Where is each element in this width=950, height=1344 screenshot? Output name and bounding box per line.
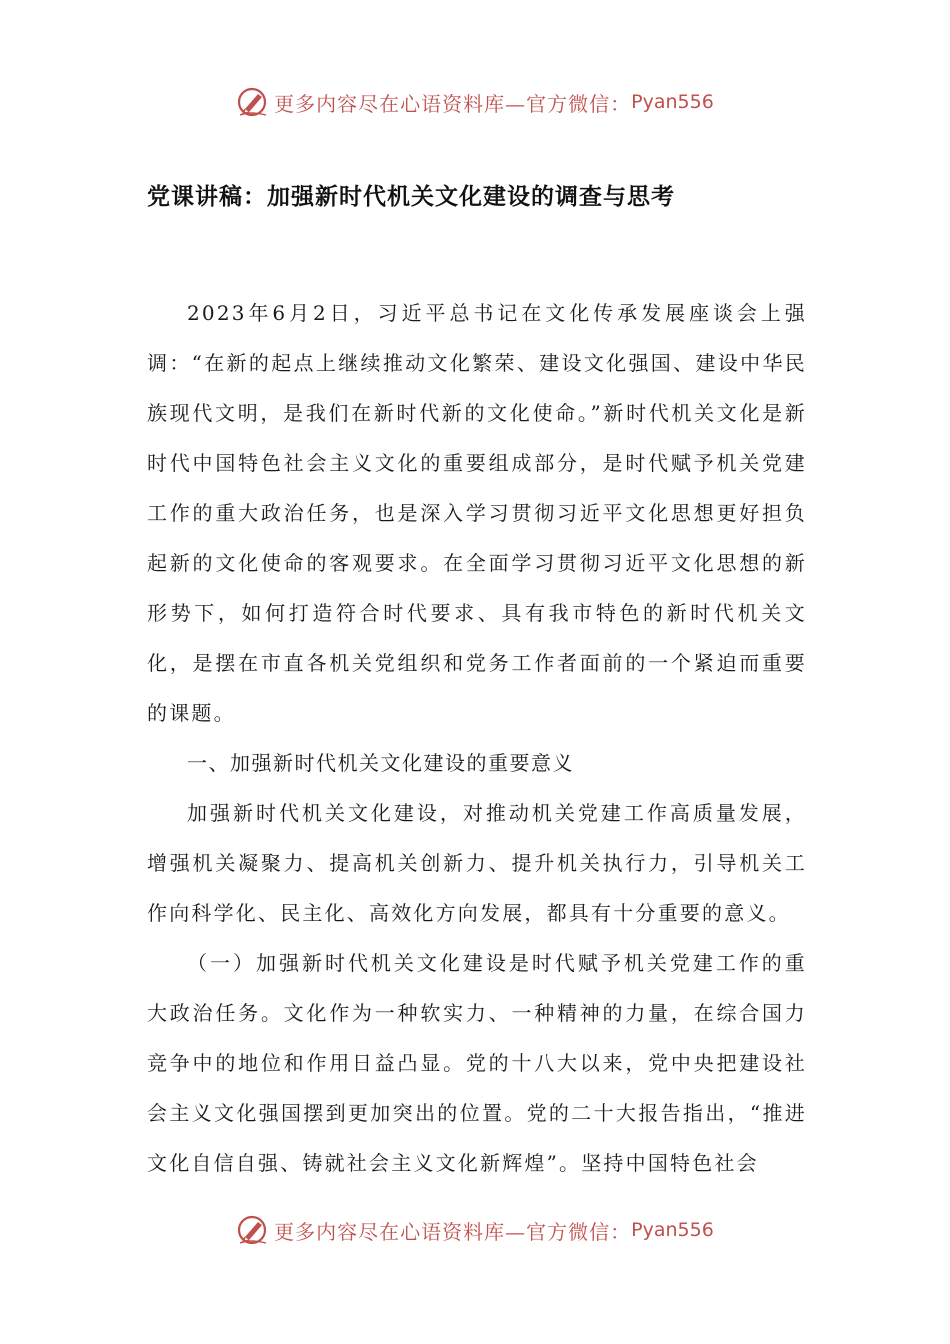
header-watermark [0,82,950,122]
watermark-text: 更多内容尽在心语资料库—官方微信： [274,91,632,116]
pen-logo-icon [236,1213,270,1247]
watermark-text: 更多内容尽在心语资料库—官方微信： [274,1219,632,1244]
watermark-wechat-id: Pyan556 [631,91,714,113]
page-title: 党课讲稿：加强新时代机关文化建设的调查与思考 [147,184,675,210]
paragraph-section-1: 加强新时代机关文化建设，对推动机关党建工作高质量发展，增强机关凝聚力、提高机关创新力、提升机关执行力，引导机关工作向科学化、民主化、高效化方向发展，都具有十分重要的意义。 [147,801,807,925]
pen-logo-icon [236,85,270,119]
footer-watermark [0,1210,950,1250]
paragraph-intro: 2023年6月2日，习近平总书记在文化传承发展座谈会上强调：“在新的起点上继续推动文化繁荣、建设文化强国、建设中华民族现代文明，是我们在新时代新的文化使命。”新时代机关文化是新时代中国特色社会主义文化的重要组成部分，是时代赋予机关党建工作的重大政治任务，也是深入学习贯彻习近平文化思想更好担负起新的文化使命的客观要求。在全面学习贯彻习近平文化思想的新形势下，如何打造符合时代要求、具有我市特色的新时代机关文化，是摆在市直各机关党组织和党务工作者面前的一个紧迫而重要的课题。 [147,301,807,725]
watermark-wechat-id: Pyan556 [631,1219,714,1241]
section-heading-1: 一、加强新时代机关文化建设的重要意义 [187,751,574,775]
document-body [147,288,807,1188]
paragraph-subsection-1: （一）加强新时代机关文化建设是时代赋予机关党建工作的重大政治任务。文化作为一种软实力、一种精神的力量，在综合国力竞争中的地位和作用日益凸显。党的十八大以来，党中央把建设社会主义文化强国摆到更加突出的位置。党的二十大报告指出，“推进文化自信自强、铸就社会主义文化新辉煌”。坚持中国特色社会 [147,951,807,1175]
